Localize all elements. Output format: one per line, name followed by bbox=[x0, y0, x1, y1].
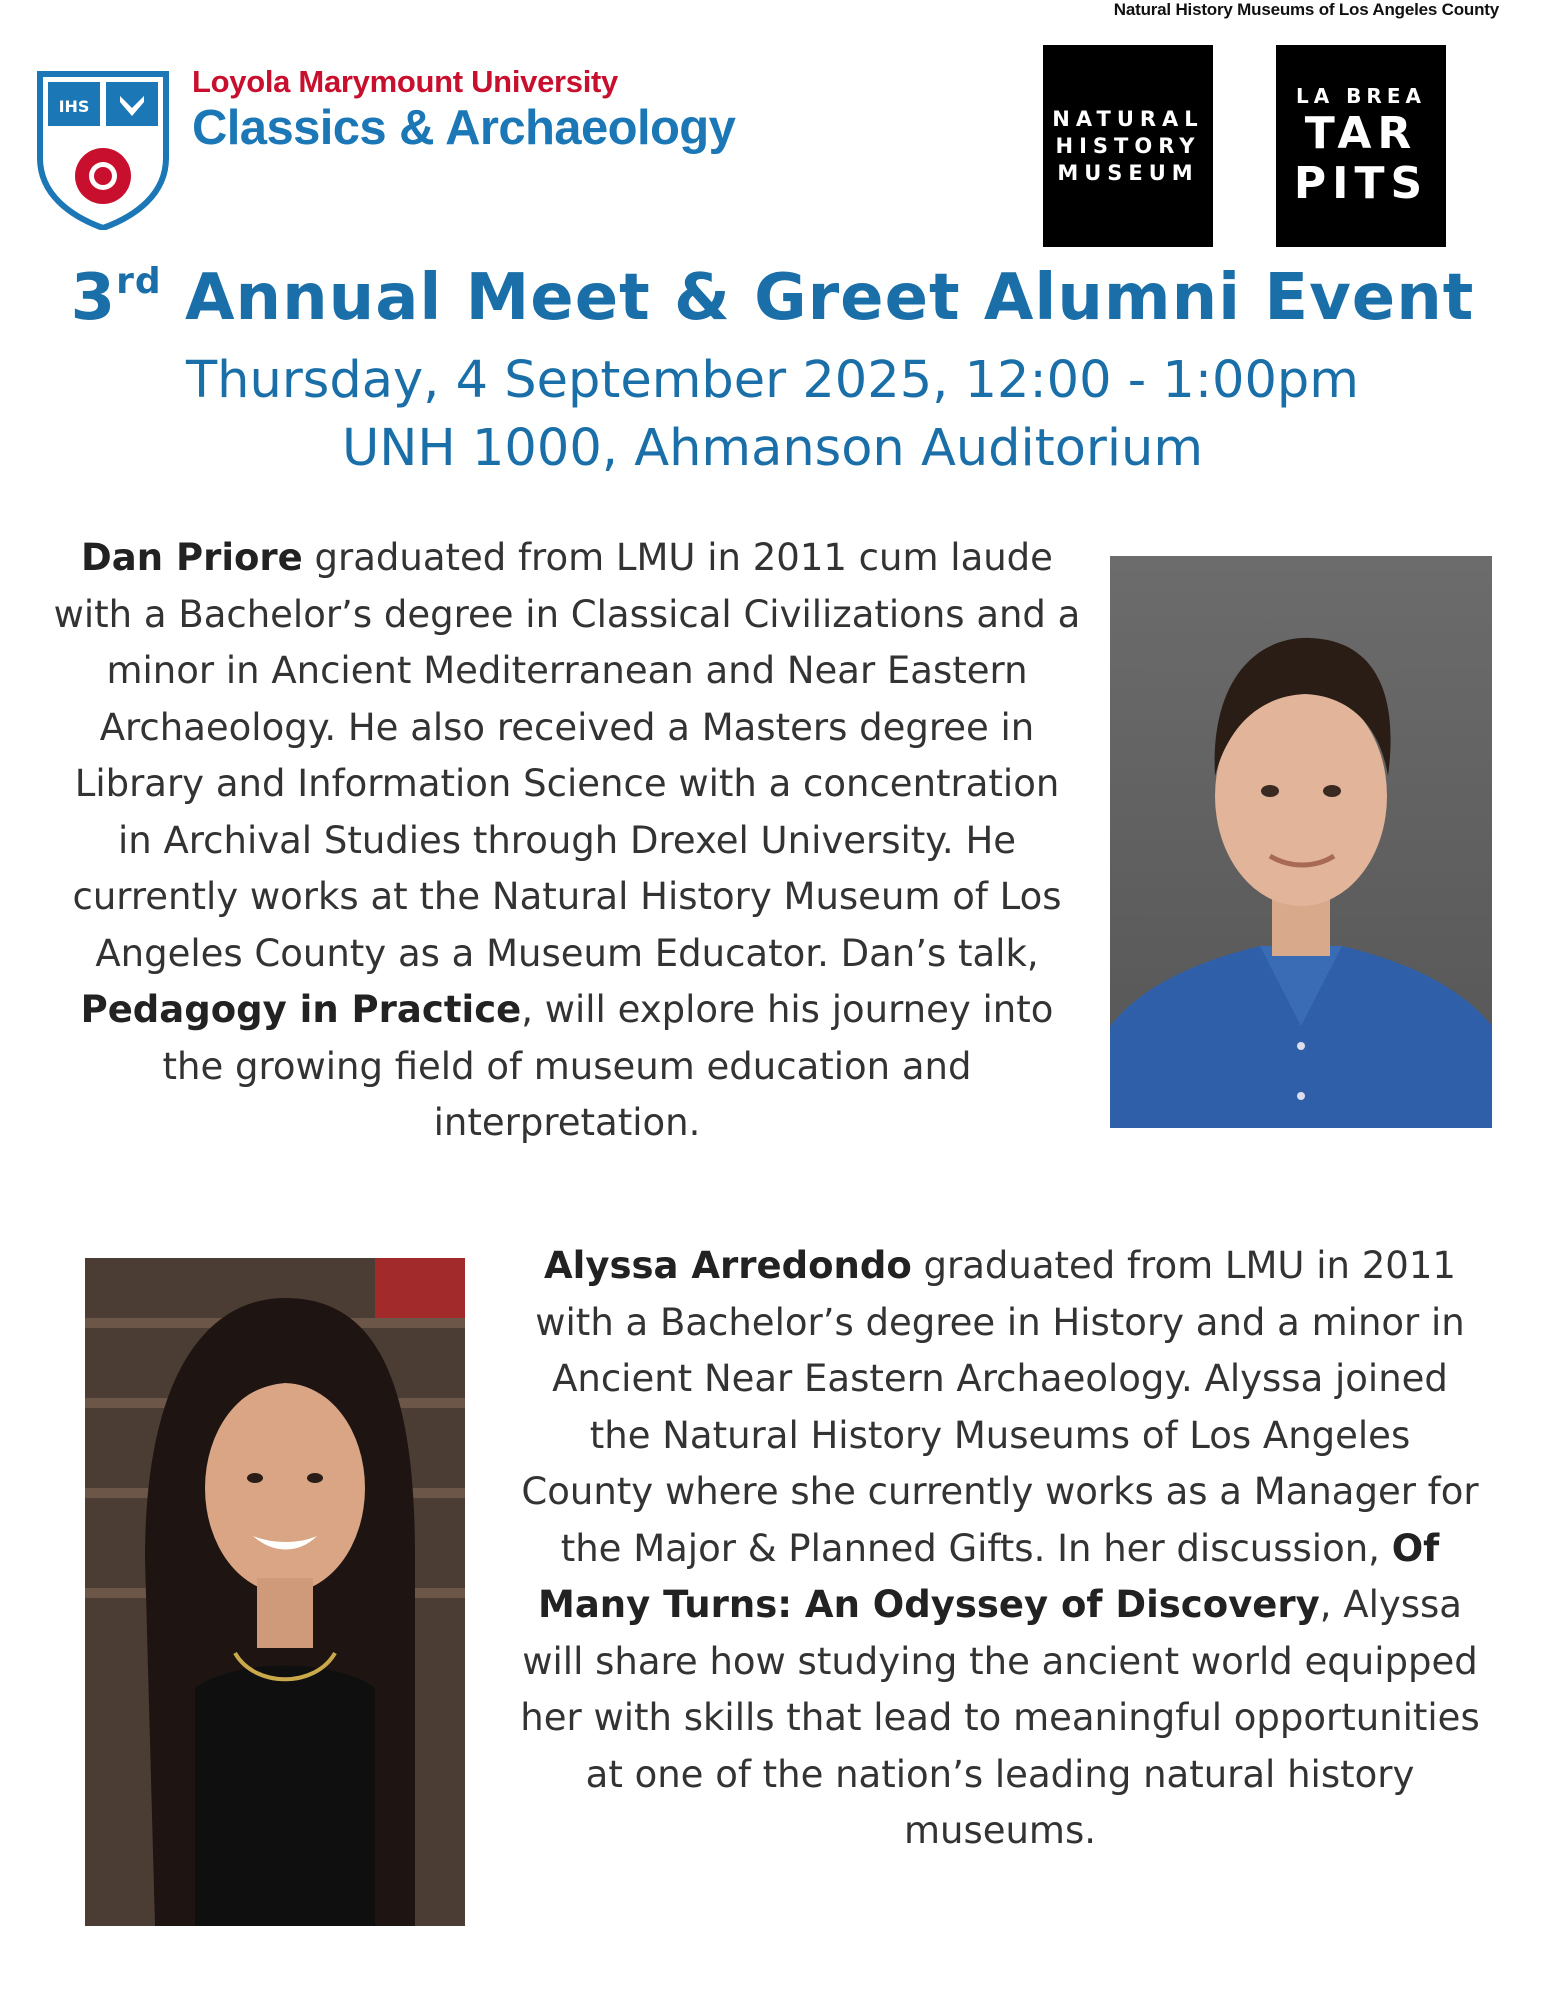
event-title-text: Annual Meet & Greet Alumni Event bbox=[161, 261, 1475, 335]
natural-history-museum-logo bbox=[1043, 45, 1213, 247]
bio-text: graduated from LMU in 2011 cum laude with a Bachelor’s degree in Classical Civilizations and a minor in Ancient Mediterranean and Near Eastern Archaeology. He also received a Masters degree in Library and Information Science with a concentration in Archival Studies through Drexel University. He currently works at the Natural History Museum of Los Angeles County as a Museum Educator. Dan’s talk, bbox=[53, 536, 1081, 975]
speaker-name: Dan Priore bbox=[81, 536, 303, 579]
nhm-caption: Natural History Museums of Los Angeles County bbox=[1113, 0, 1499, 19]
tarpits-logo-line: TAR bbox=[1304, 108, 1418, 159]
bio-text: graduated from LMU in 2011 with a Bachelor’s degree in History and a minor in Ancient Near Eastern Archaeology. Alyssa joined the Natural History Museums of Los Angeles County where she currently works as a Manager for the Major & Planned Gifts. In her discussion, bbox=[521, 1244, 1479, 1570]
nhm-logo-line: NATURAL bbox=[1052, 106, 1204, 131]
event-title bbox=[0, 258, 1545, 338]
event-date: Thursday, 4 September 2025, 12:00 - 1:00pm bbox=[186, 351, 1359, 410]
tarpits-logo-line: PITS bbox=[1293, 158, 1429, 209]
university-name: Loyola Marymount University bbox=[192, 64, 618, 99]
la-brea-tar-pits-logo bbox=[1276, 45, 1446, 247]
speaker-bio-dan bbox=[52, 530, 1082, 1152]
ordinal-number: 3 bbox=[70, 261, 117, 335]
department-name: Classics & Archaeology bbox=[192, 101, 736, 155]
nhm-logo-line: MUSEUM bbox=[1057, 160, 1199, 185]
tarpits-logo-small: LA BREA bbox=[1296, 84, 1426, 108]
talk-title: Of Many Turns: An Odyssey of Discovery bbox=[538, 1526, 1440, 1626]
bio-text: , Alyssa will share how studying the ancient world equipped her with skills that lead to meaningful opportunities at one of the nation’s leading natural history museums. bbox=[520, 1583, 1480, 1852]
speaker-photo-dan bbox=[1110, 556, 1492, 1128]
ordinal-suffix: rd bbox=[116, 261, 162, 302]
svg-text:IHS: IHS bbox=[58, 97, 90, 116]
lmu-wordmark bbox=[192, 64, 735, 156]
speaker-name: Alyssa Arredondo bbox=[544, 1244, 912, 1287]
lmu-shield-logo bbox=[36, 70, 170, 230]
speaker-bio-alyssa bbox=[520, 1238, 1480, 1860]
event-place: UNH 1000, Ahmanson Auditorium bbox=[341, 419, 1204, 478]
speaker-photo-alyssa bbox=[85, 1258, 465, 1926]
bio-text: , will explore his journey into the growing field of museum education and interpretation. bbox=[162, 988, 1054, 1144]
talk-title: Pedagogy in Practice bbox=[80, 988, 522, 1031]
nhm-logo-line: HISTORY bbox=[1055, 133, 1201, 158]
